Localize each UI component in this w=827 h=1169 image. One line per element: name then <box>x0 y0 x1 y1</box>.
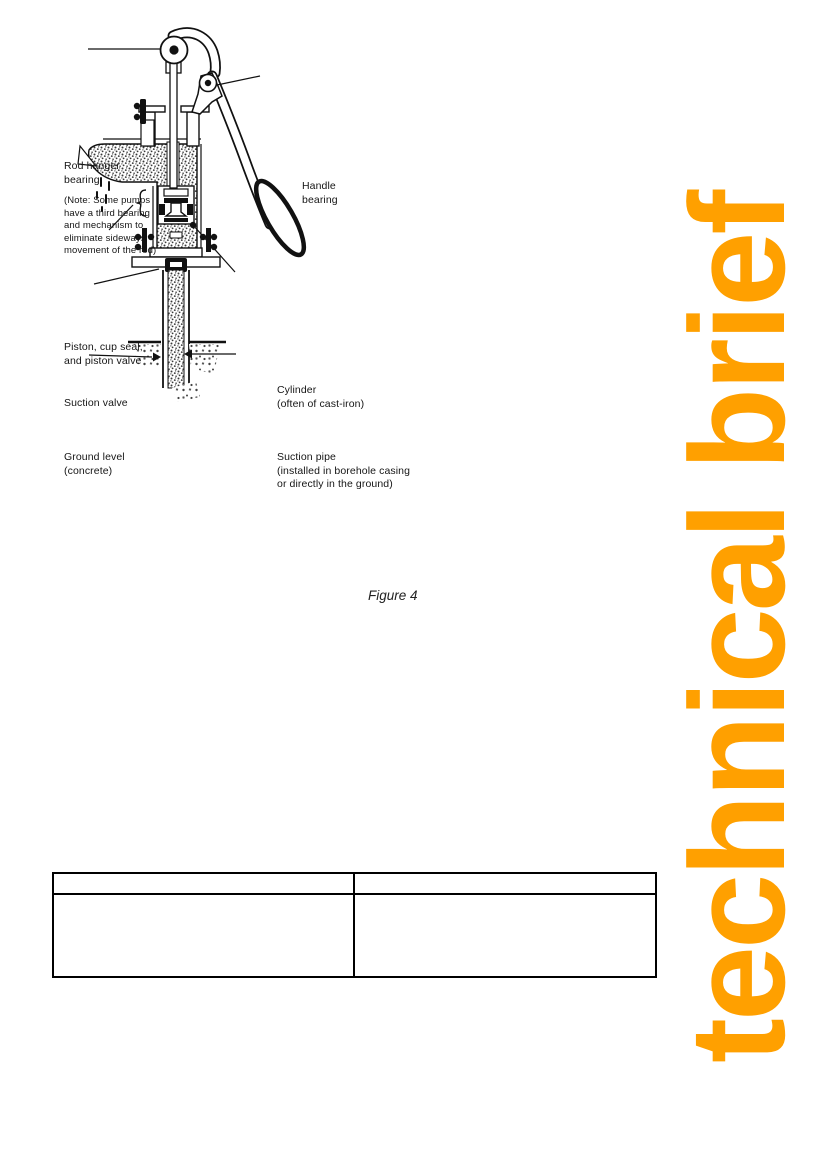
label-ground-level: Ground level (concrete) <box>64 451 125 477</box>
technical-brief-banner: technical brief <box>662 192 813 1063</box>
suction-pipe-part <box>163 270 189 388</box>
label-cylinder: Cylinder (often of cast-iron) <box>277 384 365 410</box>
table-header-cell-2 <box>355 874 655 895</box>
cylinder-pointer-dot <box>190 222 196 228</box>
handle-bearing-part <box>200 75 217 92</box>
label-note: (Note: Some pumps have a third bearing and mechanism to eliminate sideways movement of the rod) <box>64 195 157 257</box>
figure-caption: Figure 4 <box>368 588 418 603</box>
label-suction-pipe: Suction pipe (installed in borehole casing or directly in the ground) <box>277 451 411 490</box>
label-suction-valve: Suction valve <box>64 397 128 409</box>
pipe-arrowhead <box>184 350 192 359</box>
content-table <box>52 872 657 978</box>
table-body-cell-1 <box>54 895 353 976</box>
label-rod-hanger-bearing: Rod hanger bearing <box>64 160 120 186</box>
column-slot <box>170 232 182 238</box>
label-piston: Piston, cup seal, and piston valve <box>64 341 143 367</box>
table-body-cell-2 <box>355 895 655 976</box>
figure-4-area <box>0 0 660 620</box>
table-header-cell-1 <box>54 874 353 895</box>
piston-assembly <box>158 186 194 224</box>
label-handle-bearing: Handle bearing <box>302 180 338 206</box>
rod-hanger-bearing-part <box>161 37 188 64</box>
